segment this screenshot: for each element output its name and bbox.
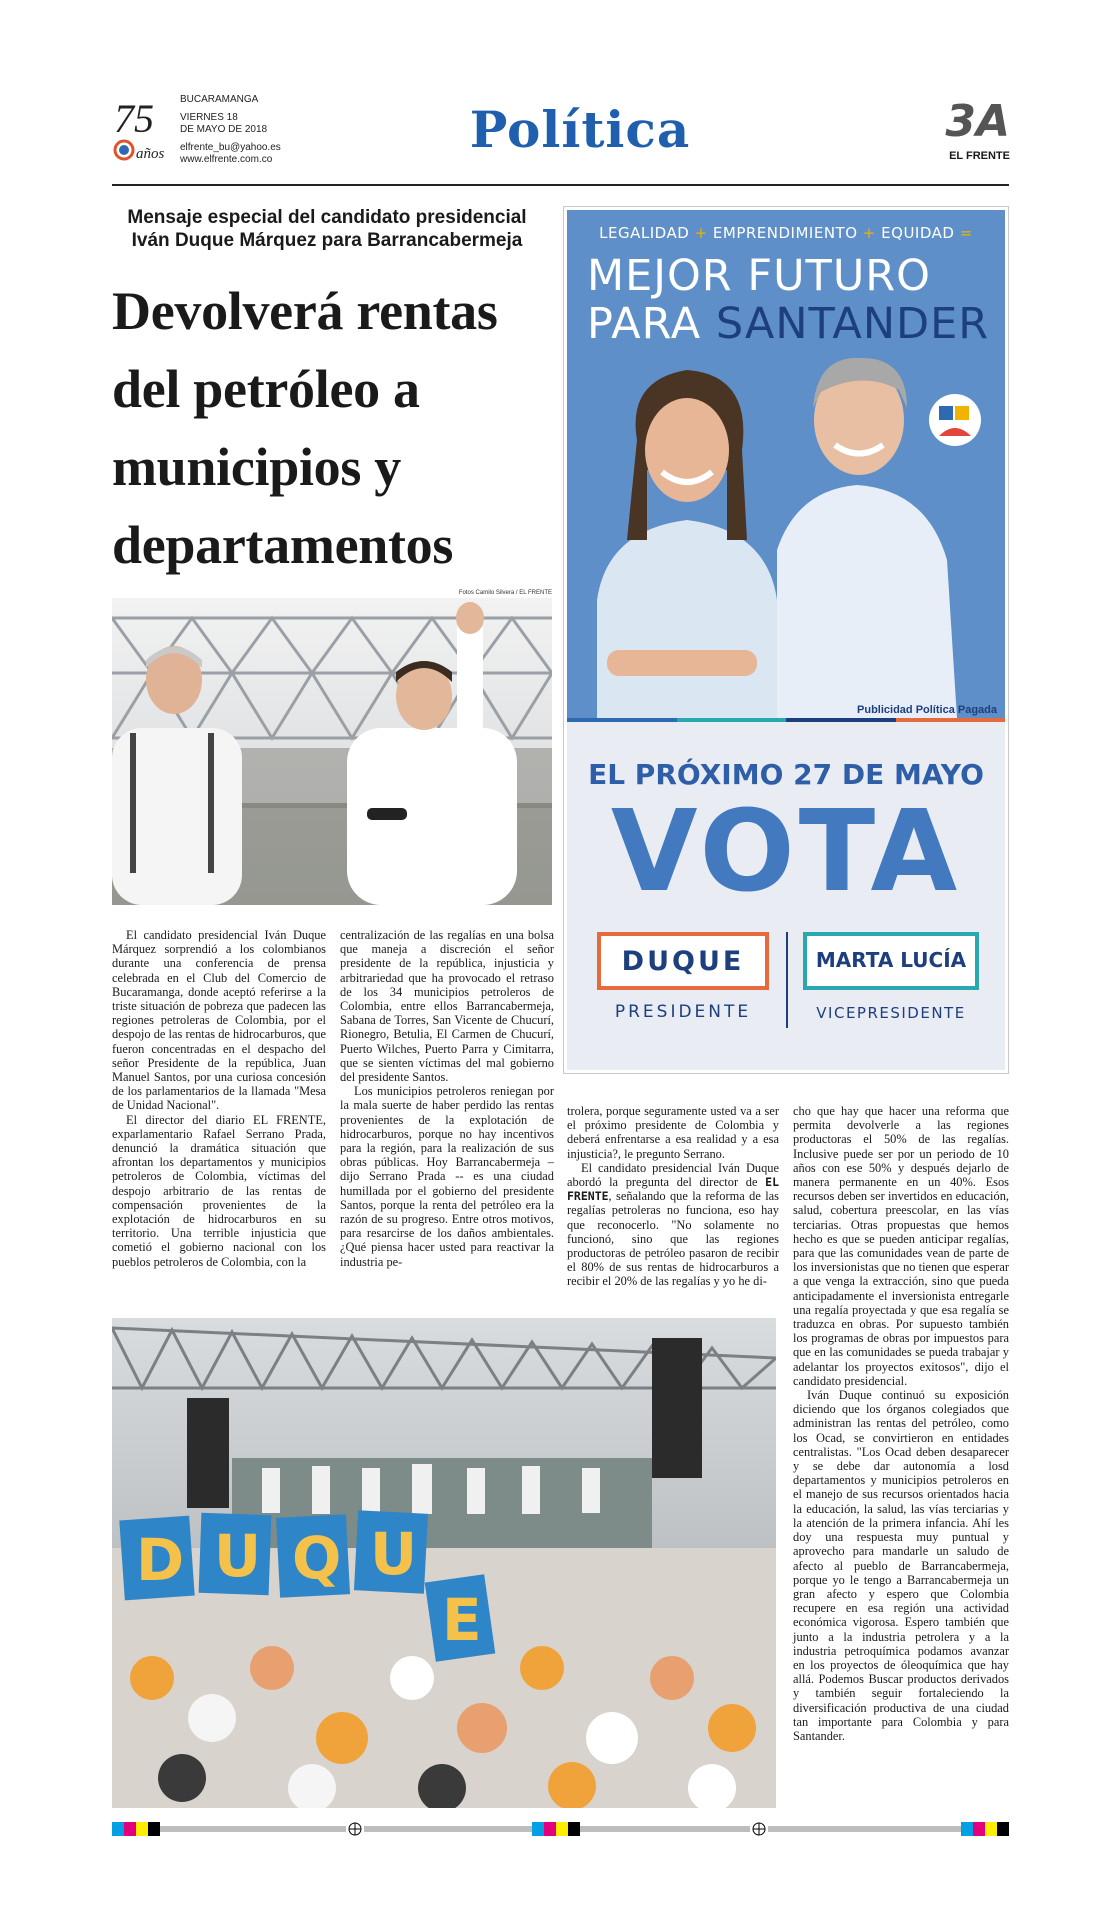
section-title: Política [469, 100, 691, 159]
headline-line-1: Devolverá rentas [112, 281, 498, 341]
website-link[interactable]: www.elfrente.com.co [180, 154, 273, 165]
header-dateline [180, 94, 281, 166]
column-3-paragraph-1: trolera, porque seguramente usted va a ser el próximo presidente de Colombia y deberá enfrentarse a esa realidad y a esa injusticia?, le pregunto Serrano. [567, 1104, 779, 1161]
candidate-1-role: PRESIDENTE [614, 1002, 752, 1022]
column-4-paragraph-1: cho que hay que hacer una reforma que permita devolverle a las regiones productoras el 50% de las regalías. Inclusive puede ser por un periodo de 10 años con ese 50% y después dejarlo de manera permanente en un 40%. Esos recursos deben ser invertidos en educación, salud, cobertura preescolar, en las vías terciarias. Otras propuestas que hemos hecho es que se pueden anticipar regalías, para que las comunidades vean de parte de los inversionistas que no tienen que esperar a que venga la extracción, sino que pueda anticipadamente el inversionista entregarle una regalía proyectada y que esa regalía se traduzca en obras. Por supuesto también los programas de obras por impuestos para que en las comunidades se pueda trabajar y adelantar los proyectos exitosos", dijo el candidato presidencial. [793, 1104, 1009, 1388]
ad-election-date: EL PRÓXIMO 27 DE MAYO [588, 758, 984, 791]
article-headline [112, 272, 552, 584]
page-number: 3A [945, 96, 1010, 147]
kicker-line-1: Mensaje especial del candidato presidencial [127, 207, 527, 228]
candidates-photo [567, 350, 1005, 718]
column-3-text-a: El candidato presidencial Iván Duque abordó la pregunta del director de [567, 1160, 779, 1190]
column-4-paragraph-2: Iván Duque continuó su exposición diciendo que los órganos colegiados que administran las rentas del petróleo, como los Ocad, se convirtieron en entidades centralistas. "Los Ocad deben desaparecer y se debe dar autonomía a losd departamentos y municipios petroleros en el manejo de sus recursos orientados hacia la educación, la salud, las vías terciarias y la atención de la primera infancia. Ahí les doy una respuesta muy puntual y aprovecho para mandarle un saludo de afecto al pueblo de Barrancabermeja, porque yo le tengo a Barrancabermeja un gran afecto y espero que Colombia recupere en esa región una actividad económica vigorosa. Espero también que junto a la industria petrolera y a la industria petroquímica podamos avanzar en los proyectos de óleoquímica que hay allá. Podemos Buscar productos derivados y también seguir fortaleciendo la diversificación productiva de una ciudad tan importante para Colombia y para Santander. [793, 1388, 1009, 1743]
candidate-2-name: MARTA LUCÍA [815, 948, 967, 972]
city: BUCARAMANGA [180, 94, 259, 105]
ad-plus-1: + [694, 224, 708, 242]
political-ad-top [567, 210, 1005, 718]
logo-word: años [136, 146, 165, 162]
article-column-4 [793, 1104, 1009, 1743]
sign-letter-e: E [442, 1586, 482, 1654]
registration-mark-1 [349, 1823, 361, 1835]
article-kicker [112, 206, 542, 252]
article-column-3 [567, 1104, 779, 1289]
column-1-paragraph-1: El candidato presidencial Iván Duque Márquez sorprendió a los colombianos durante una conferencia de prensa celebrada en el Club del Comercio de Bucaramanga, donde aceptó referirse a la triste situación de pobreza que padecen las regiones petroleras de Colombia, por el despojo de las rentas de hidrocarburos, que fueron concentradas en el despacho del señor Presidente de la república, Juan Manuel Santos, por una curiosa concesión de los parlamentarios de la llamada "Mesa de Unidad Nacional". [112, 928, 326, 1113]
candidate-1-name: DUQUE [621, 946, 745, 977]
man-candidate [777, 358, 957, 718]
rally-photo [112, 1318, 776, 1808]
column-2-paragraph-1: centralización de las regalías en una bolsa que maneja a discreción el señor presidente de la república, injusticia y arbitrariedad que ha provocado el retraso de los 34 municipios petroleros de Colombia, entre ellos Barrancabermeja, Sabana de Torres, San Vicente de Chucurí, Rionegro, Betulia, El Carmen de Chucurí, Puerto Wilches, Puerto Parra y Cimitarra, que se sienten víctimas del mal gobierno del presidente Santos. [340, 928, 554, 1085]
candidate-divider [786, 932, 788, 1028]
ad-vote-text: VOTA [610, 787, 962, 917]
logo-number: 75 [114, 96, 154, 141]
stage-photo [112, 598, 552, 905]
party-logo-icon [929, 394, 981, 446]
date-line-1: VIERNES 18 [180, 112, 238, 123]
print-registration-bar [112, 1822, 1009, 1836]
email-link[interactable]: elfrente_bu@yahoo.es [180, 142, 281, 153]
color-swatches-middle [532, 1822, 580, 1836]
gray-bar-1 [160, 1826, 346, 1832]
ad-plus-2: + [862, 224, 876, 242]
sign-letter-u-2: U [370, 1520, 418, 1588]
article-column-2 [340, 928, 554, 1269]
headline-line-3: municipios y [112, 437, 401, 497]
anniversary-logo [112, 92, 174, 170]
gray-bar-3 [580, 1826, 750, 1832]
sign-letter-q: Q [292, 1524, 342, 1592]
logo-dot [119, 145, 129, 155]
date-line-2: DE MAYO DE 2018 [180, 124, 268, 135]
color-swatches-right [961, 1822, 1009, 1836]
registration-mark-2 [753, 1823, 765, 1835]
speaker-stack-right [652, 1338, 702, 1478]
ad-slogan-para: PARA [587, 299, 702, 349]
political-ad-bottom [567, 722, 1005, 1070]
speaker-stack-left [187, 1398, 229, 1508]
ad-tag-emprendimiento: EMPRENDIMIENTO [712, 224, 858, 242]
color-swatches-left [112, 1822, 160, 1836]
column-2-paragraph-2: Los municipios petroleros reniegan por la mala suerte de haber perdido las rentas provenientes de la explotación de hidrocarburos, porque no hay incentivos para la región, para la realización de sus obras públicas. Hoy Barrancabermeja –dijo Serrano Prada -- es una ciudad humillada por el gobierno del presidente Santos, porque la renta del petróleo era la razón de su progreso. Entre otros motivos, para resarcirse de los daños ambientales. ¿Qué piensa hacer usted para reactivar la industria pe- [340, 1084, 554, 1269]
ad-disclaimer: Publicidad Política Pagada [857, 704, 997, 716]
headline-line-4: departamentos [112, 515, 454, 575]
column-3-paper-name: EL FRENTE [567, 1175, 779, 1204]
column-1-paragraph-2: El director del diario EL FRENTE, exparlamentario Rafael Serrano Prada, denunció la dramática situación que afrontan los departamentos y municipios petroleros de Colombia, víctimas del despojo arbitrario de las rentas de compensación provenientes de la explotación de hidrocarburos en su territorio. Una terrible injusticia que cometió el gobierno nacional con los pueblos petroleros de Colombia, con la [112, 1112, 326, 1269]
ad-slogan-line-2 [587, 300, 997, 348]
ad-equals: = [959, 224, 973, 242]
ad-tag-equidad: EQUIDAD [881, 224, 955, 242]
gray-bar-2 [364, 1826, 532, 1832]
ad-tagline [567, 224, 1005, 242]
candidate-2-role: VICEPRESIDENTE [816, 1004, 966, 1022]
column-3-paragraph-2 [567, 1161, 779, 1289]
headline-line-2: del petróleo a [112, 359, 420, 419]
column-3-text-b: , señalando que la reforma de las regalías petroleras no funciona, eso hay que reconocerlo. "No solamente no funcionó, sino que las regiones productoras de petróleo pasaron de recibir el 80% de sus rentas de hidrocarburos a recibir el 20% de las regalías y yo he di- [567, 1189, 779, 1289]
woman-candidate [597, 370, 777, 718]
ad-tag-legalidad: LEGALIDAD [599, 224, 690, 242]
ad-slogan-line-1: MEJOR FUTURO [587, 251, 932, 301]
paper-name: EL FRENTE [949, 150, 1010, 162]
kicker-line-2: Iván Duque Márquez para Barrancabermeja [131, 230, 523, 251]
sign-letter-u: U [214, 1522, 262, 1590]
gray-bar-4 [768, 1826, 961, 1832]
photo-credit: Fotos Camilo Silvera / EL FRENTE [458, 590, 552, 596]
article-column-1 [112, 928, 326, 1269]
sign-letter-d: D [136, 1526, 185, 1594]
header-rule [112, 184, 1009, 186]
ad-slogan-santander: SANTANDER [715, 299, 990, 349]
